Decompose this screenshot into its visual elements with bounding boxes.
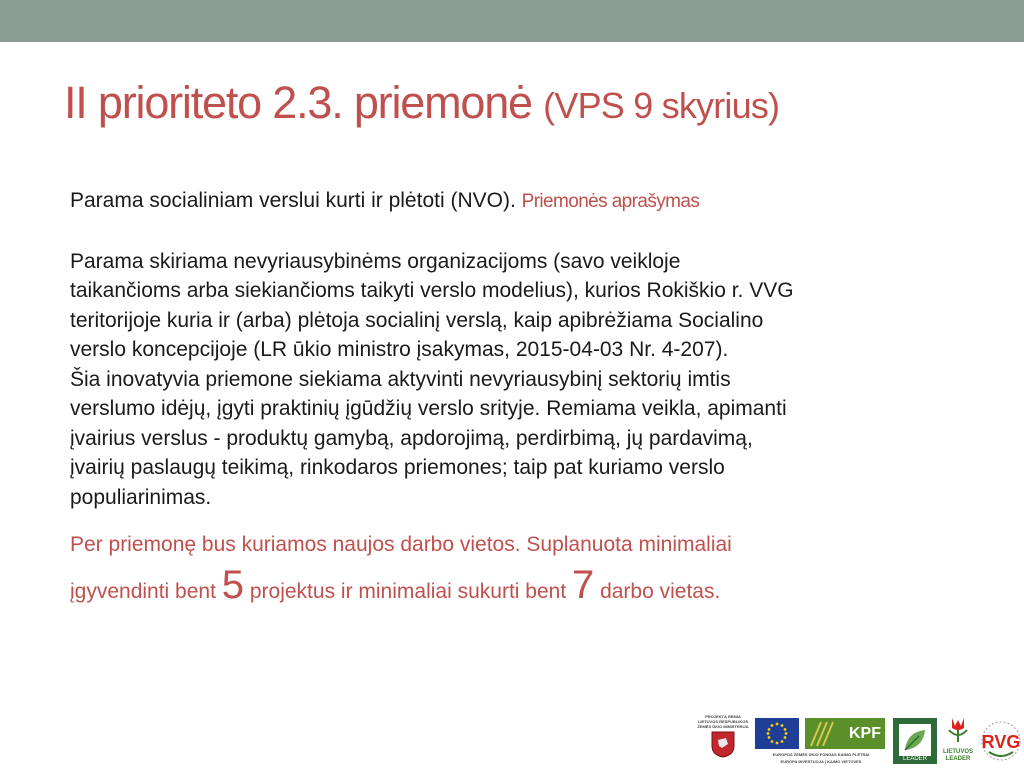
tulip-icon [941,714,975,744]
body-line: taikančioms arba siekiančioms taikyti verslo modelius), kurios Rokiškio r. VVG [70,279,794,302]
jobs-count: 7 [571,563,595,607]
slide-content [70,186,970,612]
rvg-label: RVG [981,732,1021,752]
highlight-line-1: Per priemonę bus kuriamos naujos darbo vietos. Suplanuota minimaliai [70,533,732,556]
ministry-logo [695,714,751,768]
body-line: Šia inovatyvia priemone siekiama aktyvinti nevyriausybinį sektorių imtis [70,367,731,391]
eu-text-2: EUROPA INVESTUOJA Į KAIMO VIETOVES [780,759,862,764]
body-line: verslo koncepcijoje (LR ūkio ministro įsakymas, 2015-04-03 Nr. 4-207). [70,338,729,361]
body-line: populiarinimas. [70,485,212,509]
highlight-paragraph [70,525,970,612]
body-line: verslumo idėjų, įgyti praktinių įgūdžių verslo srityje. Remiama veikla, apimanti [70,397,787,420]
ministry-text: PROJEKTĄ REMIA LIETUVOS RESPUBLIKOS ŽEMĖS ŪKIO MINISTERIJA [697,714,749,729]
slide-title-main: II prioriteto 2.3. priemonė [64,77,532,128]
projects-count: 5 [221,563,245,607]
body-line: teritorijoje kuria ir (arba) plėtoja socialinį verslą, kaip apibrėžiama Socialino [70,308,764,332]
eu-kpf-logo [755,718,887,768]
wheat-icon [807,718,847,749]
leader-box [893,718,937,764]
intro-paragraph [70,186,970,217]
leader-logo [893,718,937,764]
sponsor-logos [695,710,1024,768]
eu-flag-icon [755,718,799,749]
coat-of-arms-icon [710,730,736,758]
highlight-part-c: darbo vietas. [594,580,721,603]
highlight-part-a: įgyvendinti bent [70,580,222,603]
eu-text-1: EUROPOS ŽEMĖS ŪKIO FONDAS KAIMO PLĖTRAI [772,752,870,757]
lietuvos-leader-logo [941,714,975,768]
slide-title-sub: (VPS 9 skyrius) [543,85,780,126]
slide-title [64,77,780,128]
highlight-part-b: projektus ir minimaliai sukurti bent [244,580,572,603]
rvg-emblem-icon [979,716,1023,766]
description-link[interactable]: Priemonės aprašymas [521,191,700,212]
top-bar [0,0,1024,42]
intro-text: Parama socialiniam verslui kurti ir plėtoti (NVO). [70,189,522,212]
rvg-logo [979,716,1023,766]
body-line: Parama skiriama nevyriausybinėms organizacijoms (savo veikloje [70,249,681,273]
kpf-logo [805,718,885,749]
body-line: įvairius verslus - produktų gamybą, apdorojimą, perdirbimą, jų pardavimą, [70,426,753,450]
kpf-label: KPF [849,725,881,742]
spacer [70,217,970,247]
body-paragraph [70,247,970,513]
body-line: įvairių paslaugų teikimą, rinkodaros priemones; taip pat kuriamo verslo [70,456,725,479]
leader-label: LEADER [902,756,927,762]
lietuvos-leader-text: LIETUVOS LEADER [942,749,973,762]
